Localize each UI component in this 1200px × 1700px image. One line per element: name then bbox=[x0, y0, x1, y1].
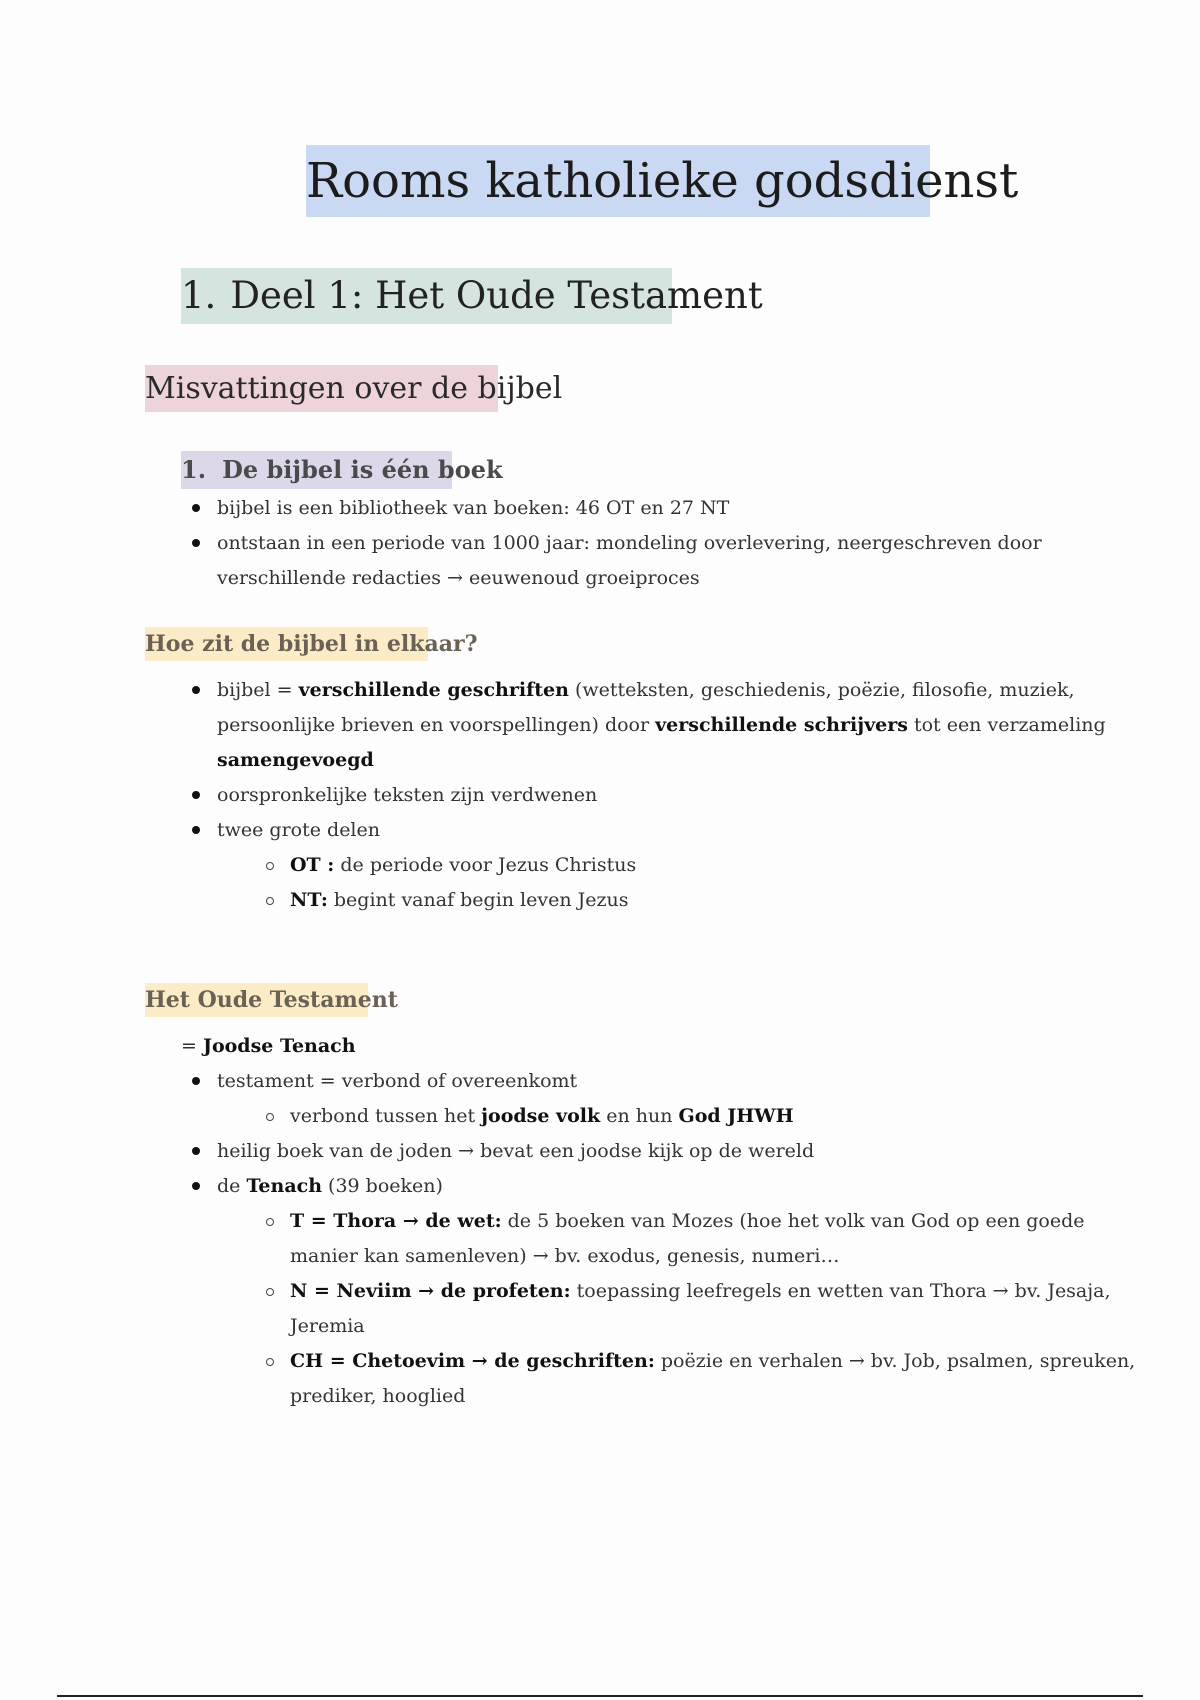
list-item: ontstaan in een periode van 1000 jaar: mondeling overlevering, neergeschreven door bbox=[217, 532, 1042, 554]
sub-list-item: N = Neviim → de profeten: toepassing leefregels en wetten van Thora → bv. Jesaja, bbox=[290, 1280, 1111, 1302]
sub-list-item: T = Thora → de wet: de 5 boeken van Mozes (hoe het volk van God op een goede bbox=[290, 1210, 1085, 1232]
heading-misvattingen: Misvattingen over de bijbel bbox=[145, 365, 498, 412]
bullet-list-hoe-zit bbox=[181, 673, 1106, 918]
subheading-text: De bijbel is één boek bbox=[222, 455, 503, 484]
sub-list-item: OT : de periode voor Jezus Christus bbox=[290, 854, 637, 876]
sub-list-item: verbond tussen het joodse volk en hun God JHWH bbox=[290, 1105, 794, 1127]
list-item: oorspronkelijke teksten zijn verdwenen bbox=[217, 784, 598, 806]
list-item: bijbel is een bibliotheek van boeken: 46 OT en 27 NT bbox=[217, 497, 730, 519]
intro-line: = Joodse Tenach bbox=[181, 1035, 356, 1057]
section-number: 1. bbox=[181, 274, 217, 317]
bullet-list-oude-testament bbox=[181, 1029, 1135, 1414]
sub-list-item-continuation: Jeremia bbox=[290, 1315, 365, 1337]
subheading-bijbel-een-boek bbox=[181, 451, 503, 489]
page-title: Rooms katholieke godsdienst bbox=[306, 145, 930, 217]
heading-oude-testament: Het Oude Testament bbox=[145, 983, 368, 1017]
section-heading-1 bbox=[181, 268, 763, 324]
list-item: testament = verbond of overeenkomt bbox=[217, 1070, 578, 1092]
list-item: de Tenach (39 boeken) bbox=[217, 1175, 443, 1197]
list-item-continuation: persoonlijke brieven en voorspellingen) door verschillende schrijvers tot een verzameling bbox=[217, 714, 1106, 736]
sub-list-item: CH = Chetoevim → de geschriften: poëzie en verhalen → bv. Job, psalmen, spreuken, bbox=[290, 1350, 1136, 1372]
sub-list-item: NT: begint vanaf begin leven Jezus bbox=[290, 889, 629, 911]
sub-list-item-continuation: manier kan samenleven) → bv. exodus, genesis, numeri… bbox=[290, 1245, 840, 1267]
subheading-number: 1. bbox=[181, 455, 207, 484]
list-item: twee grote delen bbox=[217, 819, 380, 841]
heading-hoe-zit-bijbel: Hoe zit de bijbel in elkaar? bbox=[145, 627, 428, 661]
list-item: heilig boek van de joden → bevat een joodse kijk op de wereld bbox=[217, 1140, 815, 1162]
list-item-continuation: samengevoegd bbox=[217, 749, 374, 771]
bullet-list-misvattingen bbox=[181, 491, 1042, 596]
list-item-continuation: verschillende redacties → eeuwenoud groeiproces bbox=[217, 567, 700, 589]
sub-list-item-continuation: prediker, hooglied bbox=[290, 1385, 466, 1407]
page-bottom-rule bbox=[57, 1695, 1143, 1697]
list-item: bijbel = verschillende geschriften (wetteksten, geschiedenis, poëzie, filosofie, muziek, bbox=[217, 679, 1075, 701]
section-heading-text: Deel 1: Het Oude Testament bbox=[230, 274, 763, 317]
